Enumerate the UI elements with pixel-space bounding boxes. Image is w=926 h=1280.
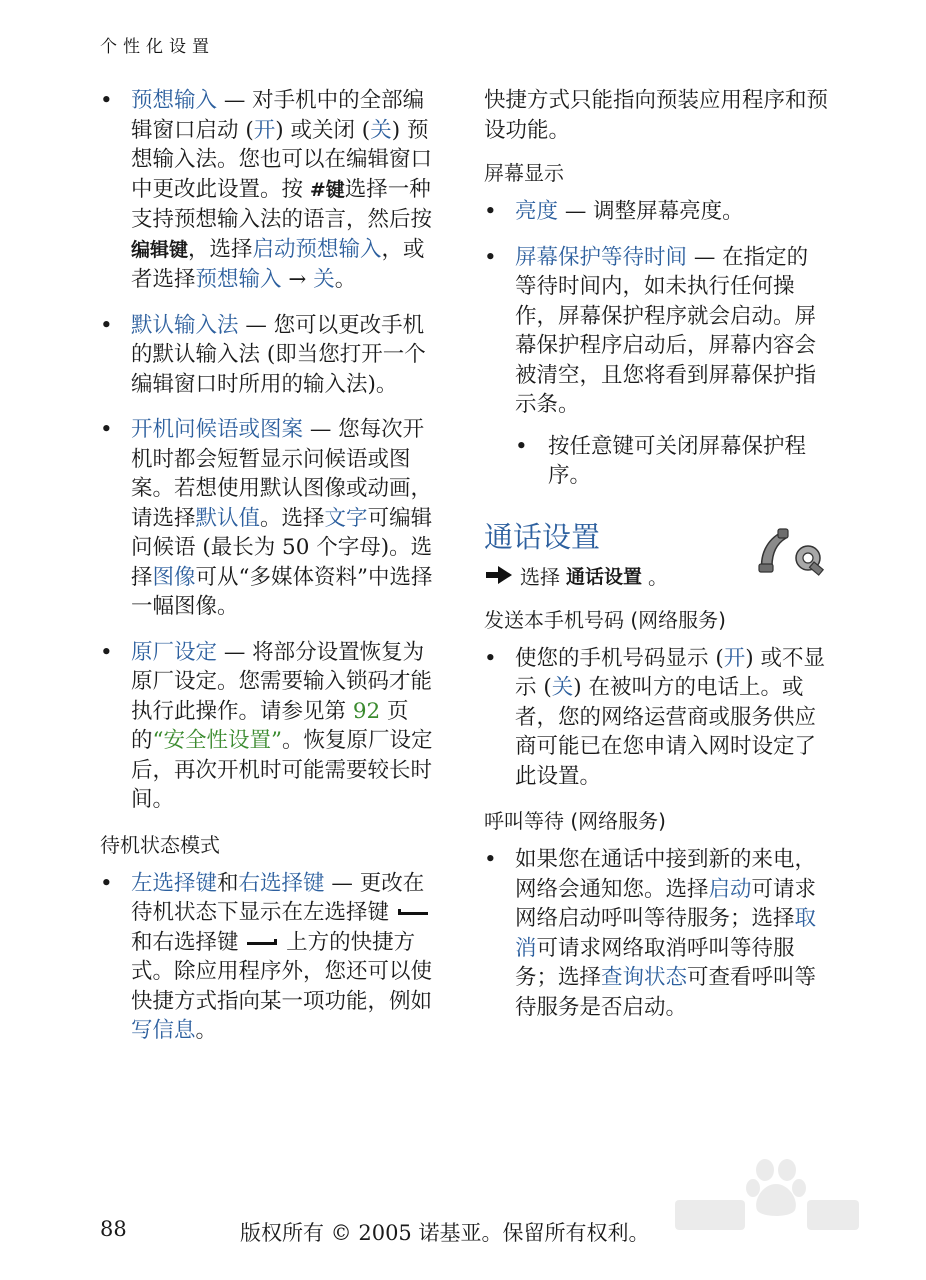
text: 。恢复原厂设定后，再次开机时可能需要较长时间。 <box>131 728 433 812</box>
factory-settings-link: 原厂设定 <box>131 639 218 665</box>
text: 可请求网络取消呼叫等待服务；选择 <box>515 935 795 990</box>
text: 可从“多媒体资料”中选择一幅图像。 <box>131 564 433 619</box>
running-header: 个性化设置 <box>100 37 215 57</box>
default-input-link: 默认输入法 <box>131 312 239 338</box>
right-softkey-icon <box>245 936 279 950</box>
text: 可请求网络启动呼叫等待服务；选择 <box>515 876 817 931</box>
text: 上方的快捷方式。除应用程序外，您还可以使快捷方式指向某一项功能，例如 <box>131 929 433 1014</box>
text: — 将部分设置恢复为原厂设定。您需要输入锁码才能执行此操作。请参见第 <box>131 639 433 724</box>
enable-predictive-option: 启动预想输入 <box>252 236 382 262</box>
text: 选择一种支持预想输入法的语言，然后按 <box>131 176 433 232</box>
left-softkey-icon <box>396 906 430 920</box>
text: 。选择 <box>260 505 325 531</box>
left-column <box>100 86 445 1062</box>
text-option: 文字 <box>324 505 368 531</box>
text: ) 预想输入法。您也可以在编辑窗口中更改此设置。按 <box>131 117 433 202</box>
activate-option: 启动 <box>708 876 752 902</box>
text: 。 <box>195 1018 218 1043</box>
text: — 在指定的等待时间内，如未执行任何操作，屏幕保护程序就会启动。屏幕保护程序启动后，屏幕内容会被清空，且您将看到屏幕保护指示条。 <box>515 244 817 417</box>
page-ref: 92 <box>352 698 381 724</box>
text: ) 或关闭 ( <box>275 117 371 143</box>
on-option: 开 <box>253 117 276 143</box>
text: 可查看呼叫等待服务是否启动。 <box>515 965 817 1020</box>
right-column <box>484 86 829 1038</box>
text: 可编辑问候语 (最长为 50 个字母)。选择 <box>131 505 433 590</box>
edit-key: 编辑键 <box>131 238 189 261</box>
text: 和右选择键 <box>131 929 246 955</box>
left-selection-key-link: 左选择键 <box>131 870 218 896</box>
greeting-link: 开机问候语或图案 <box>131 417 304 442</box>
list-item-factory-settings <box>100 638 445 815</box>
predictive-menu-path: 预想输入 <box>195 267 282 292</box>
text: — 您可以更改手机的默认输入法 (即当您打开一个编辑窗口时所用的输入法)。 <box>131 312 426 397</box>
list-item-screensaver-sub: • 按任意键可关闭屏幕保护程序。 <box>515 432 829 491</box>
call-settings-menu: 通话设置 <box>566 565 643 588</box>
text: 和 <box>217 870 239 896</box>
shortcut-note: 快捷方式只能指向预装应用程序和预设功能。 <box>484 88 829 143</box>
list-item-standby-shortcuts <box>100 869 445 1046</box>
check-status-option: 查询状态 <box>601 965 688 990</box>
list-item-send-number <box>484 644 829 792</box>
menu-arrow: → <box>281 267 314 292</box>
text: ) 或不显示 ( <box>515 645 825 700</box>
text: 。 <box>648 564 669 589</box>
list-item-brightness <box>484 197 829 227</box>
list-item-greeting <box>100 415 445 622</box>
call-settings-title: 通话设置 <box>484 519 601 554</box>
send-number-heading: 发送本手机号码 (网络服务) <box>484 607 726 632</box>
security-settings-ref: “安全性设置” <box>152 728 282 753</box>
hash-key-label: 键 <box>325 178 345 201</box>
text: 使您的手机号码显示 ( <box>515 645 724 671</box>
on-option: 开 <box>723 645 746 671</box>
off-path: 关 <box>313 267 335 292</box>
text: — 您每次开机时都会短暂显示问候语或图案。若想使用默认图像或动画，请选择 <box>131 417 433 531</box>
call-settings-icon <box>756 526 828 576</box>
brightness-link: 亮度 <box>515 199 559 224</box>
predictive-text-link: 预想输入 <box>131 88 218 113</box>
list-item-screensaver <box>484 243 829 420</box>
baidu-logo-watermark <box>665 1140 865 1240</box>
text: 如果您在通话中接到新的来电，网络会通知您。选择 <box>515 847 817 902</box>
list-item-predictive-text <box>100 86 445 295</box>
default-option: 默认值 <box>195 505 261 531</box>
write-message-link: 写信息 <box>131 1018 196 1043</box>
right-arrow-icon <box>484 565 514 585</box>
call-waiting-heading: 呼叫等待 (网络服务) <box>484 809 666 833</box>
text: — 调整屏幕亮度。 <box>558 199 744 224</box>
page-number: 88 <box>100 1217 127 1241</box>
list-item-call-waiting <box>484 845 829 1022</box>
text: 选择 <box>520 564 560 589</box>
text: ，或者选择 <box>131 236 425 292</box>
list-item-default-input <box>100 311 445 400</box>
text: ) 在被叫方的电话上。或者，您的网络运营商或服务供应商可能已在您申请入网时设定了此设置。 <box>515 675 817 789</box>
hash-key: # <box>309 178 326 201</box>
image-option: 图像 <box>152 564 196 590</box>
text: 页的 <box>131 698 409 753</box>
standby-heading: 待机状态模式 <box>100 832 220 857</box>
text: 。 <box>334 267 357 292</box>
off-option: 关 <box>551 675 574 700</box>
text: ，选择 <box>188 236 253 262</box>
right-selection-key-link: 右选择键 <box>238 870 325 896</box>
text: — 更改在待机状态下显示在左选择键 <box>131 870 425 925</box>
off-option: 关 <box>370 117 392 143</box>
cancel-option: 取消 <box>515 906 817 961</box>
screensaver-timeout-link: 屏幕保护等待时间 <box>515 244 688 270</box>
display-heading: 屏幕显示 <box>484 161 564 185</box>
copyright-notice: 版权所有 © 2005 诺基亚。保留所有权利。 <box>240 1221 650 1245</box>
page-footer <box>100 1217 650 1245</box>
text: — 对手机中的全部编辑窗口启动 ( <box>131 88 425 143</box>
